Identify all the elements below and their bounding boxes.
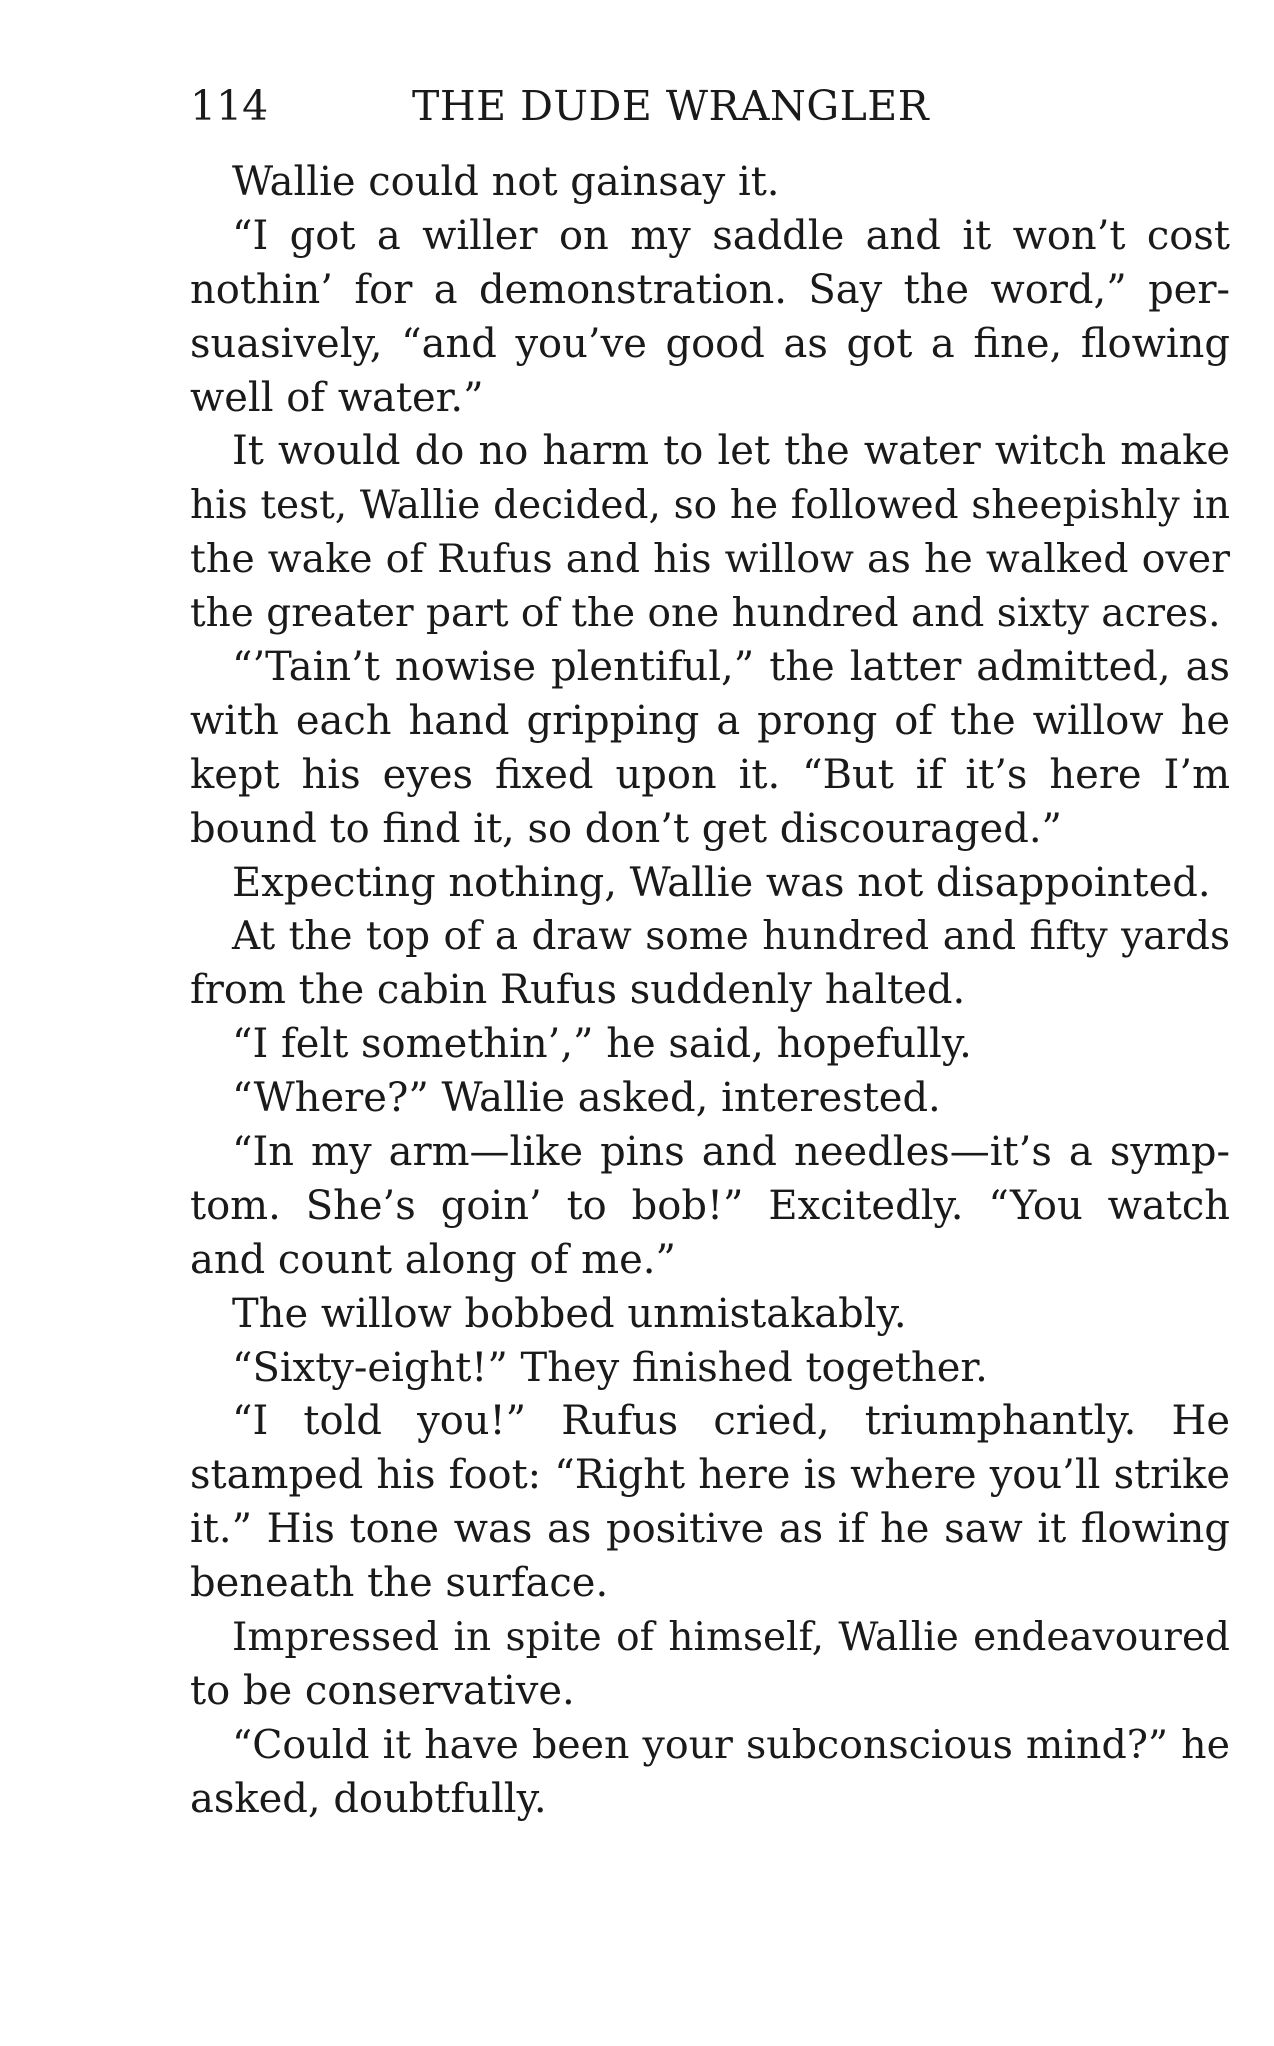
text-line: Expecting nothing, Wallie was not disappointed. (232, 859, 1211, 906)
text-line: and count along of me.” (190, 1236, 676, 1283)
text-line: It would do no harm to let the water witch make (232, 428, 1230, 475)
text-line: “Sixty-eight!” They finished together. (232, 1344, 988, 1391)
book-title: THE DUDE WRANGLER (412, 82, 930, 130)
text-line: asked, doubtfully. (190, 1775, 547, 1822)
text-line: kept his eyes fixed upon it. “But if it’s here I’m (190, 751, 1230, 798)
text-line: nothin’ for a demonstration. Say the word,” per- (190, 266, 1230, 313)
text-line: with each hand gripping a prong of the willow he (190, 697, 1230, 744)
text-line: At the top of a draw some hundred and fifty yards (232, 914, 1230, 960)
running-head (190, 78, 1230, 134)
text-line: “I told you!” Rufus cried, triumphantly. He (232, 1398, 1230, 1445)
text-line: beneath the surface. (190, 1560, 609, 1607)
text-line: bound to find it, so don’t get discouraged.” (190, 805, 1062, 852)
text-line: tom. She’s goin’ to bob!” Excitedly. “You watch (190, 1182, 1230, 1229)
text-line: “I got a willer on my saddle and it won’t cost (232, 212, 1230, 259)
text-line: Impressed in spite of himself, Wallie endeavoured (232, 1615, 1230, 1661)
text-line: it.” His tone was as positive as if he saw it flowing (190, 1506, 1230, 1553)
text-line: “Could it have been your subconscious mind?” he (232, 1721, 1230, 1768)
text-line: suasively, “and you’ve good as got a fine, flowing (190, 320, 1230, 367)
text-line: stamped his foot: “Right here is where you’ll strike (190, 1452, 1230, 1499)
text-line: “In my arm—like pins and needles—it’s a symp- (232, 1129, 1230, 1176)
text-line: the greater part of the one hundred and sixty acres. (190, 591, 1221, 637)
body-text (190, 156, 1230, 1827)
text-line: “I felt somethin’,” he said, hopefully. (232, 1021, 972, 1068)
text-line: The willow bobbed unmistakably. (232, 1290, 907, 1337)
text-line: well of water.” (190, 374, 484, 421)
text-line: his test, Wallie decided, so he followed sheepishly in (190, 483, 1230, 529)
text-line: the wake of Rufus and his willow as he walked over (190, 536, 1230, 583)
text-line: from the cabin Rufus suddenly halted. (190, 967, 966, 1014)
text-line: “Where?” Wallie asked, interested. (232, 1075, 941, 1122)
text-line: to be conservative. (190, 1667, 575, 1714)
text-line: Wallie could not gainsay it. (232, 159, 780, 205)
text-line: “’Tain’t nowise plentiful,” the latter admitted, as (232, 644, 1230, 691)
page-number: 114 (190, 82, 269, 130)
